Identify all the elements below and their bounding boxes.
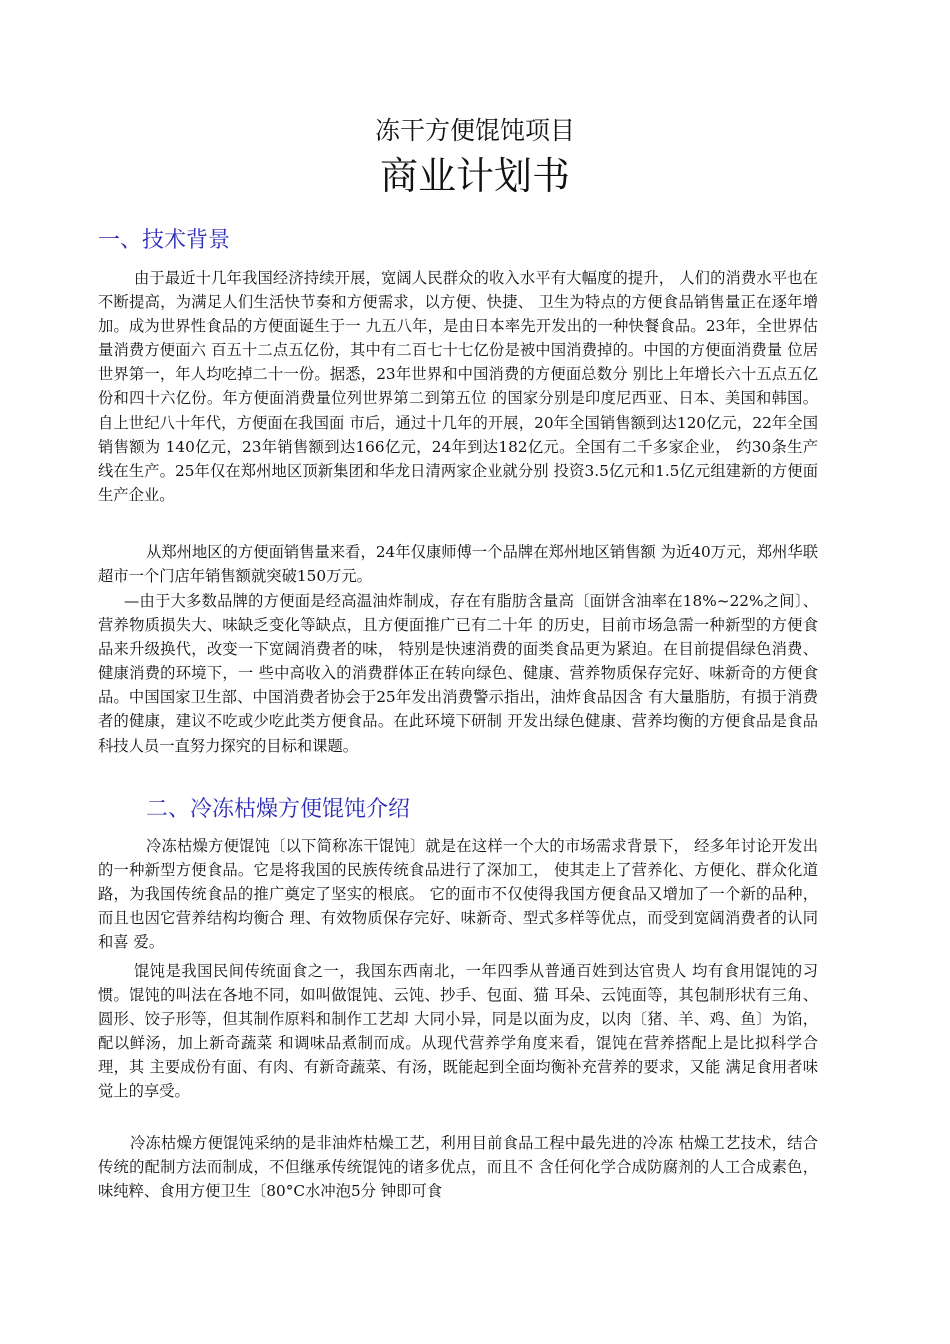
paragraph: 从郑州地区的方便面销售量来看，24年仅康师傅一个品牌在郑州地区销售额 为近40万元，郑州华联超市一个门店年销售额就突破150万元。 <box>98 543 818 586</box>
paragraph: 由于最近十几年我国经济持续开展，宽阔人民群众的收入水平有大幅度的提升， 人们的消费水平也在不断提高，为满足人们生活快节奏和方便需求，以方便、快捷、 卫生为特点的方便食品销售量正在逐年增加。成为世界性食品的方便面诞生于一 九五八年，是由日本率先开发出的一种快餐食品。23年，全世界估量消费方便面六 百五十二点五亿份，其中有二百七十七亿份是被中国消费掉的。中国的方便面消费量 位居世界第一，年人均吃掉二十一份。据悉，23年世界和中国消费的方便面总数分 别比上年增长六十五点五亿份和四十六亿份。年方便面消费量位列世界第二到第五位 的国家分别是印度尼西亚、日本、美国和韩国。自上世纪八十年代，方便面在我国面 市后，通过十几年的开展，20年全国销售额到达120亿元，22年全国销售额为 140亿元，23年销售额到达166亿元，24年到达182亿元。全国有二千多家企业， 约30条生产线在生产。25年仅在郑州地区顶新集团和华龙日清两家企业就分别 投资3.5亿元和1.5亿元组建新的方便面生产企业。 <box>98 269 818 504</box>
section-heading-product-intro: 二、冷冻枯燥方便馄饨介绍 <box>146 797 411 822</box>
paragraph: 馄饨是我国民间传统面食之一，我国东西南北，一年四季从普通百姓到达官贵人 均有食用馄饨的习惯。馄饨的叫法在各地不同，如叫做馄饨、云饨、抄手、包面、猫 耳朵、云饨面等，其包制形状有三角、圆形、饺子形等，但其制作原料和制作工艺却 大同小异，同是以面为皮，以肉〔猪、羊、鸡、鱼〕为馅，配以鲜汤，加上新奇蔬菜 和调味品煮制而成。从现代营养学角度来看，馄饨在营养搭配上是比拟科学合理，其 主要成份有面、有肉、有新奇蔬菜、有汤，既能起到全面均衡补充营养的要求，又能 满足食用者味觉上的享受。 <box>98 962 818 1101</box>
paragraph: 冷冻枯燥方便馄饨采纳的是非油炸枯燥工艺，利用目前食品工程中最先进的冷冻 枯燥工艺技术，结合传统的配制方法而制成，不但继承传统馄饨的诸多优点，而且不 含任何化学合成防腐剂的人工合成素色，味纯粹、食用方便卫生〔80°C水冲泡5分 钟即可食 <box>98 1134 818 1201</box>
paragraph: —由于大多数品牌的方便面是经高温油炸制成，存在有脂肪含量高〔面饼含油率在18%~22%之间〕、营养物质损失大、味缺乏变化等缺点，且方便面推广已有二十年 的历史，目前市场急需一种新型的方便食品来升级换代，改变一下宽阔消费者的味， 特别是快速消费的面类食品更为紧迫。在目前提倡绿色消费、健康消费的环境下，一 些中高收入的消费群体正在转向绿色、健康、营养物质保存完好、味新奇的方便食 品。中国国家卫生部、中国消费者协会于25年发出消费警示指出，油炸食品因含 有大量脂肪，有损于消费者的健康，建议不吃或少吃此类方便食品。在此环境下研制 开发出绿色健康、营养均衡的方便食品是食品科技人员一直努力探究的目标和课题。 <box>98 592 818 755</box>
document-title: 冻干方便馄饨项目 <box>374 116 575 145</box>
section-heading-tech-background: 一、技术背景 <box>98 228 231 253</box>
paragraph: 冷冻枯燥方便馄饨〔以下简称冻干馄饨〕就是在这样一个大的市场需求背景下， 经多年讨论开发出的一种新型方便食品。它是将我国的民族传统食品进行了深加工， 使其走上了营养化、方便化、群众化道路，为我国传统食品的推广奠定了坚实的根底。 它的面市不仅使得我国方便食品又增加了一个新的品种，而且也因它营养结构均衡合 理、有效物质保存完好、味新奇、型式多样等优点，而受到宽阔消费者的认同和喜 爱。 <box>98 837 818 952</box>
document-subtitle: 商业计划书 <box>379 154 570 198</box>
